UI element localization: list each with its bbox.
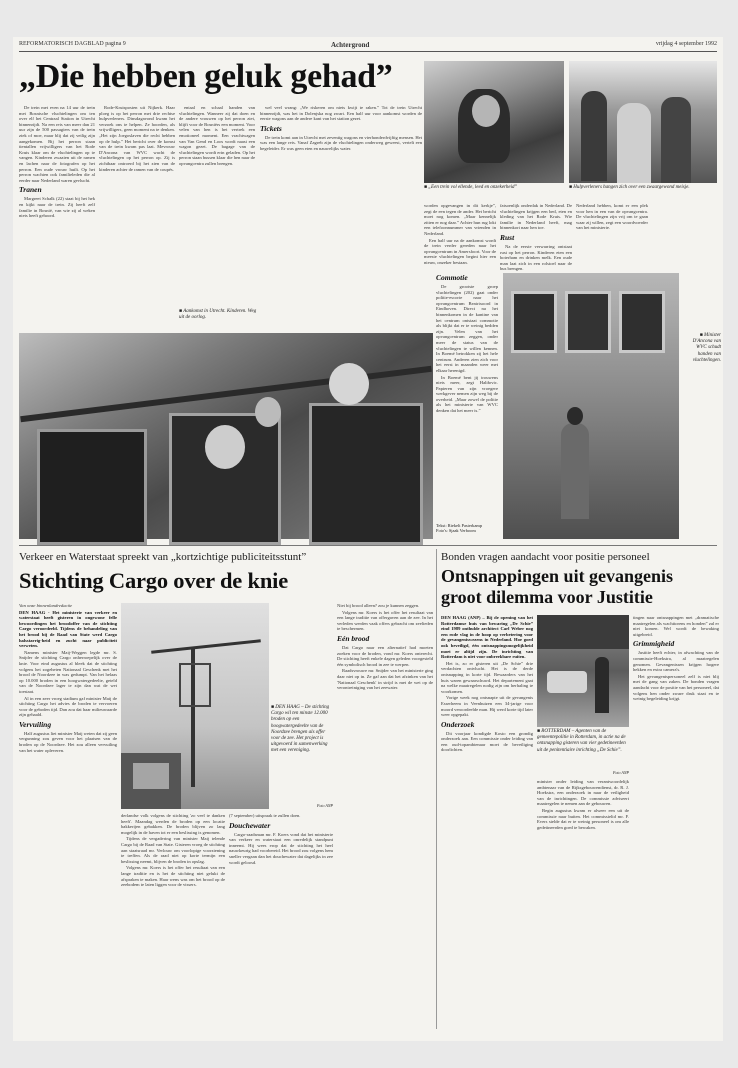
story2-column-1: Van onze binnenlandredactie DEN HAAG - Het ministerie van verkeer en waterstaat heeft gisteren in ongewone felle bewoordingen het broodoffer van de stichting Cargo veroordeeld. Tijdens de behandeling van het brood bij de Raad van State werd Cargo halsstarrig-heid en zucht naar publiciteit verweten. Namens minister Maij-Weggen legde mr. S. Snijder de stichting Cargo onherroepelijk over de knie. Voor eind augustus al bleek dat de stichting volgens het zogeheten Nationaal Geschenk met het brood de Noordzee in was gedumpt. Van het helaas op 10.000 broden in een hoogwatergedeelte, geteld van de Noordzee lager te zijn dan wat de wet toestaat. Al in een zeer vroeg stadium gaf minister Maij de stichting Cargo het advies de broden te vervoeren voor de geboden tijd. Dan zou dat haar milieuwaarde zijn gehaald. Vervuiling Half augustus liet minister Maij weten dat zij geen vergunning zou geven voor het plaatsen van de broden op de Noordzee. Het zou alleen vervuiling van het water opleveren. [19,603,117,753]
story1-column-6: fatsoenlijk onderdak in Nederland. De vluchtelingen krijgen een bed, eten en kleding van het Rode Kruis. Wie familie in Nederland heeft, mag binnenkort naar hen toe. Rust Na de eerste verwarring ontstaat rust op het perron. Kinderen eten een boterham en drinken melk. Een oude man laat zich in een rolstoel naar de bus brengen. [500,203,572,272]
subhead-commotie: Commotie [436,273,468,282]
photo-c-caption: ■ Minister D'Ancona van WVC schudt handen van vluchtelingen. [692,333,721,363]
story3-column-2: minister onder leiding van verantwoordelijk ambtenaar van de Rijksgebouwendienst, dr. R. J. Hoekstra, een onderzoek in naar de veiligheid van de inrichtingen. De commissie adviseert maatregelen te nemen aan de gebouwen. Begin augustus kwam er alweer een uit de commissie naar buiten. Het commissielid mr. F. Evers stelde dat er te weinig personeel is om alle gedetineerden goed te bewaken. [537,779,629,830]
story3-column-1: DEN HAAG (ANP) – Bij de opening van het Rotterdamse huis van bewaring „De Schie” eind 1989 onthulde architect Carl Weber nog een rode vlag in de hoop op verbetering voor de gevangeniswezens in Nederland. Hoe goed ook beveiligd, één ontsnappingsmogelijkheid moet er altijd zijn. De inrichting van Rotterdam is niet voor onbreekbare ruiten. Het is, zo er gisteren uit „De Schie” drie verdachten ontvlucht. Het is de derde ontsnapping in korte tijd. Bewaarders van het huis waren gewaarschuwd. Het departement gaat na welke maatregelen nodig zijn om herhaling te voorkomen. Vorige week nog ontsnapte uit de gevangenis Esserheem in Veenhuizen een 34-jarige voor moord veroordeelde man. Hij werd korte tijd later weer opgepakt. Onderzoek Dit voorjaar kondigde Kosto een grondig onderzoek aan. Een commissie onder leiding van een oud-topambtenaar moet de beveiliging doorlichten. [441,615,533,753]
subhead-een-brood: Eén brood [337,633,370,643]
masthead-paper: REFORMATORISCH DAGBLAD pagina 9 [19,41,126,47]
section-rule [19,545,717,546]
subhead-tickets: Tickets [260,123,282,133]
newspaper-page [13,37,723,1041]
story3-photo-credit: Foto ANP [612,770,629,775]
photo-a-caption: ■ „Een trein vol ellende, leed en onzekerheid” [424,185,518,190]
story1-column-2: Rode-Kruisposten uit Nijkerk. Haar ploeg is op het perron met drie rechtse hulpverleners. Dinsdagavond kwam het verzoek ons te helpen. Ze hoorden, als vrijwilligers, geen moment na te denken. „Het zijn Joegoslaven die recht hebben op de hulp.” Het bericht over de komst van de trein kwam pas laat. Mevrouw D'Ancona van WVC wacht de vluchtelingen op het perron op. Zij is zichtbaar ontroerd bij het zien van de kinderen achter de ramen van de coupés. [99,105,175,172]
story3-kicker: Bonden vragen aandacht voor positie personeel [441,551,650,563]
story2-column-3: (7 september) uitspraak te zullen doen. Douchewater Cargo-raadsman mr. F. Koers vond dat het ministerie van verkeer en waterstaat een onredelijk standpunt inneemt. Hij wees erop dat de stichting het heel nauwkeurig had voorbereid. Het brood zou volgens hem sneller vergaan dan het douchewater dat dagelijks in zee wordt geloosd. [229,813,333,865]
story2-lead: DEN HAAG - Het ministerie van verkeer en waterstaat heeft gisteren in ongewone felle bewoordingen het broodoffer van de stichting Cargo veroordeeld. Tijdens de behandeling van het brood bij de Raad van State werd Cargo halsstarrig-heid en zucht naar publiciteit verweten. [19,609,117,649]
photo-police-de-schie [537,615,629,727]
subhead-vervuiling: Vervuiling [19,719,52,729]
subhead-rust: Rust [500,232,515,242]
masthead-section: Achtergrond [331,41,370,49]
story1-column-1: De trein met even na 14 uur de trein met Bosnische vluchtelingen om ten over elf het Centraal Station in Utrecht binnenrijdt. Na een reis van meer dan 21 uur zijn de 500 passagiers van de trein ziek of moe, maar blij dat zij veilig zijn aangekomen. Bij het perron staan tientallen vrijwilligers van het Rode Kruis klaar om de vluchtelingen op te vangen. Kinderen zwaaien uit de ramen en lachen naar de fotografen op het perron. Een oude vrouw huilt. Op het perron wachten ook familieleden die al eerder naar Nederland waren gevlucht. Tranen Margreet Schalk (22) staat bij het hek en kijkt naar de trein. Zij heeft zelf familie in Bosnië, van wie zij al weken niets heeft gehoord. [19,105,95,219]
story1-caption-aankomst: ■ Aankomst in Utrecht. Kinderen. Weg uit de oorlog. [179,309,257,321]
story1-commotie-column: Commotie De grootste groep vluchtelingen (202) gaat onder politie-escorte naar het opvangcentrum Beatrixoord in Eindhoven. Direct na het binnenkomen in de kantine van het centrum ontstaat commotie als blijkt dat er te weinig bedden zijn. Velen van het opvangcentrum zeggen, onder meer de status van de vluchtelingen te willen kennen. In Boemé betrokken zij het hele centrum. Anderen zien zich voor het eerst in maanden weer met elkaar herenigd. In Boemé bent jij trouwens niets meer, zegt Haliłovic. Papieren van zijn vroegere werkgever nemen zijn weg bij de overheid. „Maar zowel de politie als het ministerie van WVC denken dat het meer is.” [436,273,498,414]
masthead-date: vrijdag 4 september 1992 [655,41,717,47]
photo-woman-at-train-window [424,61,564,183]
story3-lead: DEN HAAG (ANP) – Bij de opening van het Rotterdamse huis van bewaring „De Schie” eind 1989 onthulde architect Carl Weber nog een rode vlag in de hoop op verbetering voor de gevangeniswezens in Nederland. Hoe goed ook beveiligd, één ontsnappingsmogelijkheid moet er altijd zijn. De inrichting van Rotterdam is niet voor onbreekbare ruiten. [441,615,533,660]
story2-headline: Stichting Cargo over de knie [19,568,288,593]
photo-children-in-train [19,333,433,539]
story2-kicker: Verkeer en Waterstaat spreekt van „kortzichtige publiciteitsstunt” [19,551,307,563]
story1-headline: „Die hebben geluk gehad” [19,58,393,95]
story3-photo-caption: ■ ROTTERDAM – Agenten van de gemeentepolitie in Rotterdam, in actie na de ontsnapping gisteren van vier gedetineerden uit de penitentiaire inrichting „De Schie”. [537,729,626,753]
story2-column-4: Niet bij brood alleen? zou je kunnen zeggen. Volgens mr. Koers is het offer het resultaat van een lange traditie van offergaven aan de zee. In het verleden werden vaak offers gebracht om zeelieden te beschermen. Eén brood Dat Cargo naar een alternatief had moeten zoeken voor de broden, vond mr. Koers onterecht. De stichting heeft enkele dagen geleden voorgesteld één symbolisch brood in zee te werpen. Raadsvrouwe mr. Snijder van het ministerie ging daar niet op in. Ze gaf aan dat het afzinken van het 'Nationaal Geschenk' in strijd is met de wet op de verontreiniging van het zeewater. [337,603,433,691]
story2-column-2: derlandse volk volgens de stichting 'zo veel te danken heeft'. Maandag werden de broden op een locatie bakkerijen gebakken. De broden blijven zo lang mogelijk in de haven tot er een beslissing is genomen. Tijdens de vergadering van minister Maij telende Cargo bij de Raad van State. Gisteren vroeg de stichting aan staatsraad mr. Verlouw om voorlopige voorziening te treffen. Als de raad niet op korte termijn een beslissing neemt, blijven de broden in opslag. Volgens mr. Koers is het offer het resultaat van een lange traditie en is het de stichting niet gelukt de afspraken te maken. Haar wens was om het brood op de zeebodem te laten liggen voor de vissers. [121,813,225,888]
story3-column-3: tingen naar ontsnappingen met „dramatische maatregelen als wachttorens en honden” zal er niet komen. Wel wordt de bewaking uitgebreid. Grimmigheid Justitie heeft echter, in afwachting van de commissie-Hoekstra, al maatregelen genomen. Gevangenissen krijgen hogere hekken en extra camera's. Het gevangenispersoneel zelf is niet blij met de gang van zaken. De bonden vragen aandacht voor de positie van het personeel, dat volgens hen onder zware druk staat en te weinig begeleiding krijgt. [633,615,719,702]
story2-photo-caption: ■ DEN HAAG – De stichting Cargo wil ten minste 12.000 broden op een hoogwatergedeelte van de Noordzee brengen als offer voor de zee. Het project is uitgevoerd in samenwerking met een vereniging. [271,705,330,754]
story2-byline: Van onze binnenlandredactie [19,603,73,608]
subhead-tranen: Tranen [19,185,42,195]
story-divider [436,549,437,1029]
masthead-rule [19,51,717,52]
story1-photo-credit: Tekst: Riekelt Pasterkamp Foto's: Sjaak Verboom [436,523,483,534]
photo-b-caption: ■ Hulpverleners hangen zich over een zwaargewond meisje. [569,185,690,190]
story3-headline-line2: groot dilemma voor Justitie [441,587,653,607]
subhead-grimmigheid: Grimmigheid [633,639,675,649]
story1-column-7: Nederland hebben, komt er een plek voor hen in een van de opvangcentra. De vluchtelingen zijn vrij om te gaan waar zij willen, zegt een woordvoerder van het ministerie. [576,203,648,231]
photo-minister-dancona [503,273,679,539]
story1-column-5: worden opgevangen in dit kerkje”, zegt de een tegen de ander. Het bericht moet nog komen. „Maar kennelijk zitten er nog daar.” Achter hun rug lokt een telefoonnummer van vrienden in Nederland. Een half uur na de aankomst wordt de trein verder gereden naar het opvangcentrum in Amersfoort. Voor de meeste vluchtelingen begint hier een nieuw, onzeker bestaan. [424,203,496,265]
story3-headline-line1: Ontsnappingen uit gevangenis [441,566,674,586]
story1-column-4: wel veel wrang: „We riskeren om niets kwijt te raken.” Tot de trein Utrecht binnenrijdt, was het in Dolenjska nog zwart. Een half uur voor aankomst worden de eerste wagons aan de andere kant van het station gezet. Tickets De trein komt aan in Utrecht met zeventig wagons en vierhonderdvijftig mensen. Het was een lange reis. Vanaf Zagreb zijn de vluchtelingen onderweg geweest, vertelt een begeleider. Er was geen eten en nauwelijks water. [260,105,422,151]
photo-aid-workers [569,61,717,183]
subhead-onderzoek: Onderzoek [441,719,475,729]
story2-photo-credit: Foto ANP [316,803,333,808]
photo-cargo-crane [121,603,269,809]
subhead-douchewater: Douchewater [229,820,271,830]
story1-column-3: entaal en schaal handen van vluchtelingen. Wanneer zij dat doen en de andere vrouwen op het perron ziet, blijft voor de Bosniërs een moment. Voor velen van hen is het vertrek een emotioneel moment. Een vrachtwagen van Van Gend en Loos wordt naast een wagon gezet. De bagage van de vluchtelingen wordt erin geladen. Op het perron staan bussen klaar die hen naar de opvangcentra zullen brengen. [179,105,256,166]
